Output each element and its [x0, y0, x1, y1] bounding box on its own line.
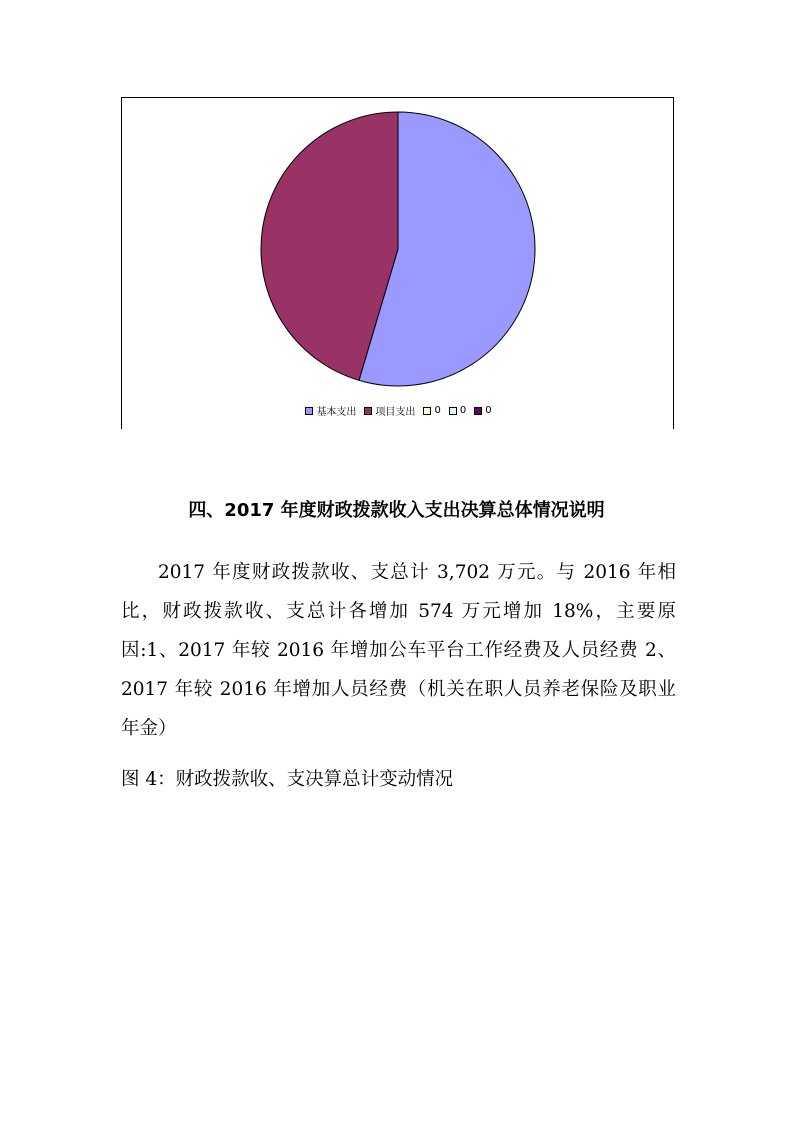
legend-label-1: 项目支出	[375, 407, 416, 418]
legend-swatch-0	[305, 407, 313, 415]
legend-swatch-1	[364, 407, 372, 415]
legend-swatch-3	[449, 407, 457, 415]
legend-item-0	[305, 403, 356, 418]
legend-swatch-4	[474, 407, 482, 415]
body-paragraph: 2017 年度财政拨款收、支总计 3,702 万元。与 2016 年相比，财政拨款收、支总计各增加 574 万元增加 18%，主要原因:1、2017 年较 2016 年增加公车平台工作经费及人员经费 2、2017 年较 2016 年增加人员经费（机关在职人员养老保险及职业年金）	[121, 562, 676, 739]
legend-swatch-2	[423, 407, 431, 415]
legend-label-2: 0	[434, 405, 441, 416]
section-heading: 四、2017 年度财政拨款收入支出决算总体情况说明	[188, 500, 605, 521]
legend-item-3	[449, 405, 466, 416]
legend-item-4	[474, 405, 491, 416]
figure-caption: 图 4：财政拨款收、支决算总计变动情况	[121, 769, 454, 790]
legend-label-3: 0	[459, 405, 467, 416]
pie-chart-frame	[121, 97, 674, 429]
legend-label-0: 基本支出	[316, 407, 357, 418]
legend-item-1	[364, 403, 415, 418]
chart-legend	[122, 403, 675, 418]
pie-chart	[122, 98, 675, 398]
legend-label-4: 0	[485, 405, 492, 416]
legend-item-2	[423, 405, 440, 416]
